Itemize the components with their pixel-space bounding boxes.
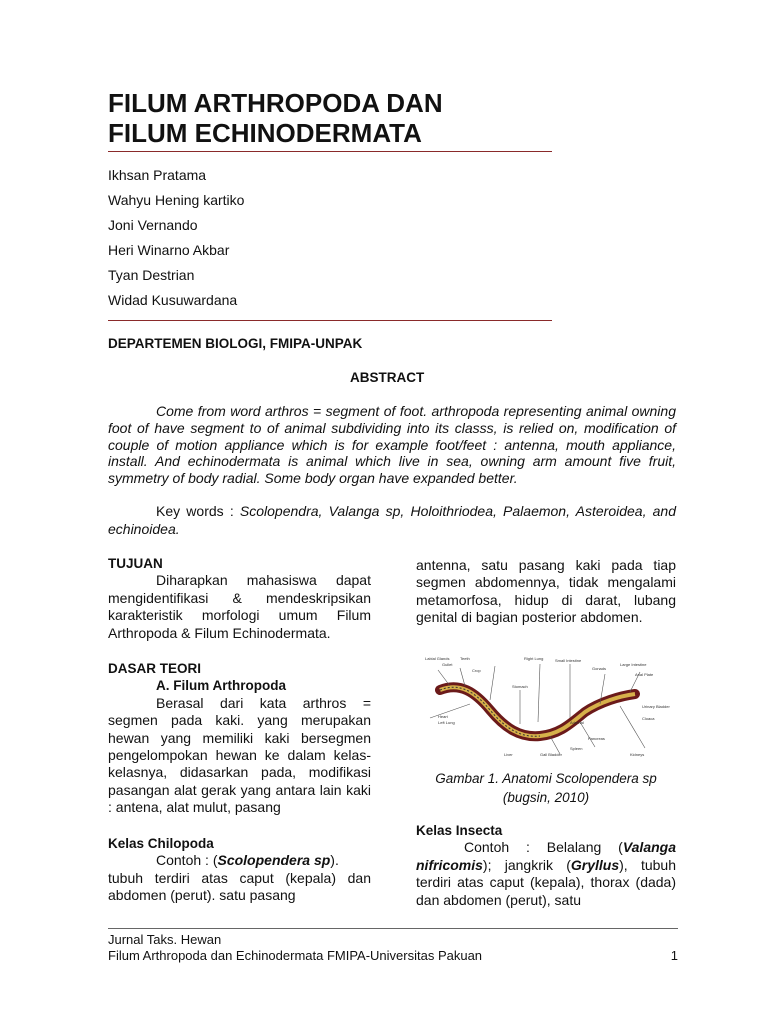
figure-caption xyxy=(416,769,676,807)
author: Wahyu Hening kartiko xyxy=(108,192,245,208)
fig-label: Crop xyxy=(472,668,481,673)
species-name: Gryllus xyxy=(570,856,620,873)
author: Heri Winarno Akbar xyxy=(108,242,230,258)
arthropoda-subheading: A. Filum Arthropoda xyxy=(156,678,286,694)
abstract-body xyxy=(108,403,676,487)
fig-label: Gall Bladder xyxy=(540,752,563,757)
fig-label: Stomach xyxy=(512,684,528,689)
fig-label: Pancreas xyxy=(588,736,605,741)
footer-title: Filum Arthropoda dan Echinodermata FMIPA-Universitas Pakuan xyxy=(108,948,483,963)
author: Ikhsan Pratama xyxy=(108,167,207,183)
paper-title xyxy=(108,88,568,148)
caption-line-1: Gambar 1. Anatomi Scolopendera sp xyxy=(435,771,657,786)
fig-label: Anal Plate xyxy=(635,672,654,677)
fig-label: Gonads xyxy=(592,666,607,671)
keywords-values: Scolopendra, Valanga sp, Holoithriodea, Palaemon, Asteroidea, and echinoidea. xyxy=(108,503,676,537)
abstract-text: Come from word arthros = segment of foot. arthropoda representing animal owning foot of have segment to of animal subdividing into its classs, is relied on, modification of couple of motion appliance which is for example foot/feet : antenna, mouth appliance, install. And echinodermata is animal which live in sea, owning arm amount five fruit, symmetry of body radial. Some body organ have expanded better. xyxy=(108,403,676,487)
caption-line-2: (bugsin, 2010) xyxy=(502,790,590,805)
species-name: Scolopendera sp xyxy=(217,852,331,869)
right-column xyxy=(416,557,676,627)
author: Tyan Destrian xyxy=(108,267,195,283)
author-list xyxy=(108,163,244,313)
author: Joni Vernando xyxy=(108,217,198,233)
fig-label: Urinary Bladder xyxy=(642,704,670,709)
fig-label: Adrenal xyxy=(570,720,584,725)
right-column-text: antenna, satu pasang kaki pada tiap segmen abdomennya, tidak mengalami metamorfosa, hidup di darat, lubang genital di bagian posterior abdomen. xyxy=(416,557,676,626)
keywords xyxy=(108,503,676,538)
keywords-label: Key words : xyxy=(156,503,240,519)
fig-label: Teeth xyxy=(460,656,470,661)
author: Widad Kusuwardana xyxy=(108,292,238,308)
dasar-teori-text: Berasal dari kata arthros = segmen pada kaki. yang merupakan hewan yang memiliki kaki bersegmen pengelompokan hewan ke dalam kelas-kelasnya, didasarkan pada, modifikasi pasangan alat gerak yang antara lain kaki : antena, alat mulut, pasang xyxy=(108,694,371,816)
chilopoda-text: tubuh terdiri atas caput (kepala) dan abdomen (perut). satu pasang xyxy=(108,869,371,903)
title-line-2: FILUM ECHINODERMATA xyxy=(108,118,422,148)
page-number: 1 xyxy=(670,948,678,963)
chilopoda-heading: Kelas Chilopoda xyxy=(108,835,214,851)
chilopoda-contoh: Contoh : (Scolopendera sp). xyxy=(156,852,339,869)
left-column xyxy=(108,555,371,904)
department: DEPARTEMEN BIOLOGI, FMIPA-UNPAK xyxy=(108,336,363,351)
fig-label: Heart xyxy=(438,714,448,719)
title-divider xyxy=(108,151,552,152)
tujuan-heading: TUJUAN xyxy=(108,556,163,571)
fig-label: Right Lung xyxy=(524,656,544,661)
fig-label: Gullet xyxy=(442,662,453,667)
fig-label: Spleen xyxy=(570,746,583,751)
fig-label: Left Lung xyxy=(438,720,455,725)
title-line-1: FILUM ARTHROPODA DAN xyxy=(108,88,443,118)
fig-label: Small Intestine xyxy=(555,658,582,663)
fig-label: Labial Glands xyxy=(425,656,450,661)
species-name: Valanga nifricomis xyxy=(416,839,676,873)
fig-label: Cloaca xyxy=(642,716,655,721)
footer xyxy=(108,932,678,964)
abstract-heading: ABSTRACT xyxy=(350,370,425,385)
insecta-heading: Kelas Insecta xyxy=(416,823,503,838)
insecta-text: Contoh : Belalang (Valanga nifricomis); jangkrik (Gryllus), tubuh terdiri atas caput (kepala), thorax (dada) dan abdomen (perut), satu xyxy=(416,839,676,908)
insecta-section xyxy=(416,822,676,909)
dasar-teori-heading: DASAR TEORI xyxy=(108,661,202,677)
fig-label: Large Intestine xyxy=(620,662,647,667)
fig-label: Kidneys xyxy=(630,752,645,757)
tujuan-text: Diharapkan mahasiswa dapat mengidentifikasi & mendeskripsikan karakteristik morfologi umum Filum Arthropoda & Filum Echinodermata. xyxy=(108,572,371,641)
footer-journal: Jurnal Taks. Hewan xyxy=(108,932,222,947)
scolopendra-anatomy-figure xyxy=(420,652,670,762)
fig-label: Liver xyxy=(504,752,513,757)
footer-divider xyxy=(108,928,678,929)
authors-divider xyxy=(108,320,552,321)
